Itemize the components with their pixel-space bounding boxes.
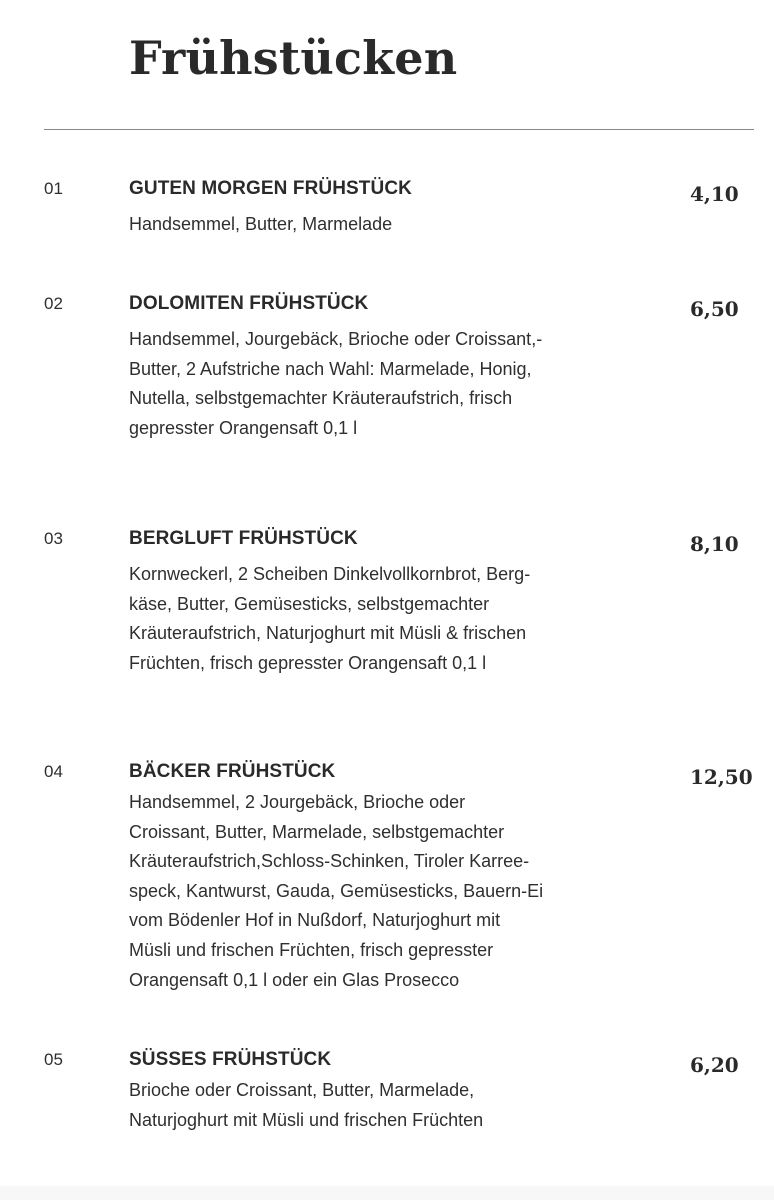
item-description xyxy=(129,788,639,995)
item-description xyxy=(129,210,639,240)
description-line: Naturjoghurt mit Müsli und frischen Früchten xyxy=(129,1109,484,1130)
item-price: 4,10 xyxy=(690,182,739,206)
item-price: 6,20 xyxy=(690,1053,739,1077)
description-line: käse, Butter, Gemüsesticks, selbstgemachter xyxy=(129,593,490,614)
item-number: 02 xyxy=(44,294,63,313)
item-number: 01 xyxy=(44,179,63,198)
item-name: BÄCKER FRÜHSTÜCK xyxy=(129,761,336,782)
description-line: Nutella, selbstgemachter Kräuteraufstrich, frisch xyxy=(129,388,513,409)
description-line: Müsli und frischen Früchten, frisch gepresster xyxy=(129,939,494,960)
description-line: Kräuteraufstrich,Schloss-Schinken, Tiroler Karree- xyxy=(129,851,530,872)
item-name: BERGLUFT FRÜHSTÜCK xyxy=(129,528,358,549)
item-name: GUTEN MORGEN FRÜHSTÜCK xyxy=(129,178,412,199)
item-price: 12,50 xyxy=(690,765,753,789)
description-line: Kräuteraufstrich, Naturjoghurt mit Müsli & frischen xyxy=(129,623,527,644)
description-line: Handsemmel, Butter, Marmelade xyxy=(129,214,393,234)
description-line: speck, Kantwurst, Gauda, Gemüsesticks, Bauern-Ei xyxy=(129,880,544,901)
item-description xyxy=(129,325,639,443)
item-price: 8,10 xyxy=(690,532,739,556)
description-line: Croissant, Butter, Marmelade, selbstgemachter xyxy=(129,821,505,842)
item-description xyxy=(129,1076,639,1135)
description-line: Butter, 2 Aufstriche nach Wahl: Marmelade, Honig, xyxy=(129,358,532,379)
description-line: Kornweckerl, 2 Scheiben Dinkelvollkornbrot, Berg- xyxy=(129,564,531,584)
page-title: Frühstücken xyxy=(129,31,458,85)
item-number: 04 xyxy=(44,762,63,781)
bottom-band xyxy=(0,1186,774,1200)
item-price: 6,50 xyxy=(690,297,739,321)
description-line: Handsemmel, 2 Jourgebäck, Brioche oder xyxy=(129,792,466,812)
description-line: vom Bödenler Hof in Nußdorf, Naturjoghurt mit xyxy=(129,910,501,931)
description-line: gepresster Orangensaft 0,1 l xyxy=(129,417,358,438)
description-line: Orangensaft 0,1 l oder ein Glas Prosecco xyxy=(129,969,460,990)
description-line: Brioche oder Croissant, Butter, Marmelade, xyxy=(129,1080,475,1100)
item-number: 03 xyxy=(44,529,63,548)
description-line: Früchten, frisch gepresster Orangensaft 0,1 l xyxy=(129,652,487,673)
item-name: SÜSSES FRÜHSTÜCK xyxy=(129,1049,332,1070)
item-number: 05 xyxy=(44,1050,63,1069)
item-name: DOLOMITEN FRÜHSTÜCK xyxy=(129,293,369,314)
title-divider xyxy=(44,129,754,130)
item-description xyxy=(129,560,639,678)
description-line: Handsemmel, Jourgebäck, Brioche oder Croissant,- xyxy=(129,329,543,349)
